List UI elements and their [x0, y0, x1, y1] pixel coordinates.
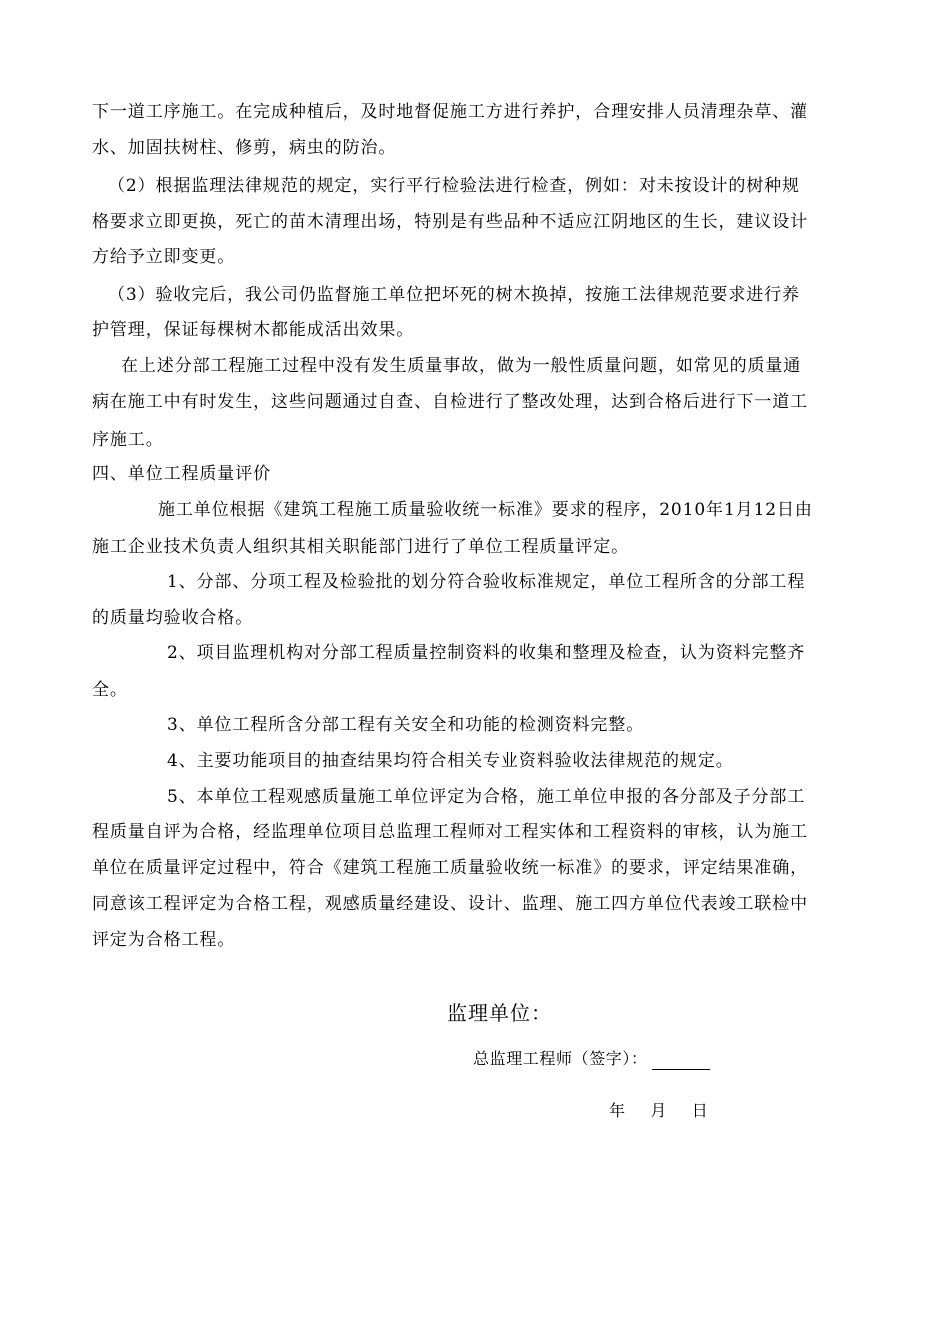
- paragraph-line: 病在施工中有时发生，这些问题通过自查、自检进行了整改处理，达到合格后进行下一道工: [92, 392, 808, 412]
- paragraph-line: 全。: [92, 680, 128, 700]
- paragraph-line: 下一道工序施工。在完成种植后，及时地督促施工方进行养护，合理安排人员清理杂草、灌: [92, 102, 808, 122]
- paragraph-line: 格要求立即更换，死亡的苗木清理出场，特别是有些品种不适应江阴地区的生长，建议设计: [92, 212, 808, 232]
- paragraph-line: 在上述分部工程施工过程中没有发生质量事故，做为一般性质量问题，如常见的质量通: [121, 356, 802, 376]
- paragraph-line: 施工单位根据《建筑工程施工质量验收统一标准》要求的程序，2010年1月12日由: [158, 500, 813, 520]
- paragraph-line: 4、主要功能项目的抽查结果均符合相关专业资料验收法律规范的规定。: [167, 751, 734, 771]
- chief-engineer-label: 总监理工程师（签字）：: [473, 1049, 648, 1068]
- paragraph-line: 3、单位工程所含分部工程有关安全和功能的检测资料完整。: [167, 715, 645, 735]
- paragraph-line: 施工企业技术负责人组织其相关职能部门进行了单位工程质量评定。: [92, 537, 629, 557]
- paragraph-line: 1、分部、分项工程及检验批的划分符合验收标准规定，单位工程所含的分部工程: [167, 572, 806, 592]
- paragraph-line: 护管理，保证每棵树木都能成活出效果。: [92, 320, 415, 340]
- paragraph-line: 程质量自评为合格，经监理单位项目总监理工程师对工程实体和工程资料的审核，认为施工: [92, 822, 808, 842]
- paragraph-line: 同意该工程评定为合格工程，观感质量经建设、设计、监理、施工四方单位代表竣工联检中: [92, 894, 808, 914]
- paragraph-line: （3）验收完后，我公司仍监督施工单位把坏死的树木换掉，按施工法律规范要求进行养: [108, 285, 800, 305]
- paragraph-line: 序施工。: [92, 430, 164, 450]
- paragraph-line: 方给予立即变更。: [92, 247, 236, 267]
- section-heading: 四、单位工程质量评价: [92, 464, 271, 484]
- paragraph-line: （2）根据监理法律规范的规定，实行平行检验法进行检查，例如：对未按设计的树种规: [108, 176, 800, 196]
- supervision-unit-label: 监理单位：: [447, 1001, 552, 1025]
- signature-blank-line: [652, 1053, 710, 1070]
- paragraph-line: 评定为合格工程。: [92, 930, 236, 950]
- paragraph-line: 5、本单位工程观感质量施工单位评定为合格，施工单位申报的各分部及子分部工: [167, 787, 806, 807]
- paragraph-line: 的质量均验收合格。: [92, 608, 254, 628]
- paragraph-line: 单位在质量评定过程中，符合《建筑工程施工质量验收统一标准》的要求，评定结果准确，: [92, 858, 808, 878]
- chief-engineer-signature: [473, 1048, 710, 1070]
- paragraph-line: 水、加固扶树柱、修剪，病虫的防治。: [92, 138, 397, 158]
- paragraph-line: 2、项目监理机构对分部工程质量控制资料的收集和整理及检查，认为资料完整齐: [167, 643, 806, 663]
- signature-date: 年 月 日: [609, 1101, 709, 1120]
